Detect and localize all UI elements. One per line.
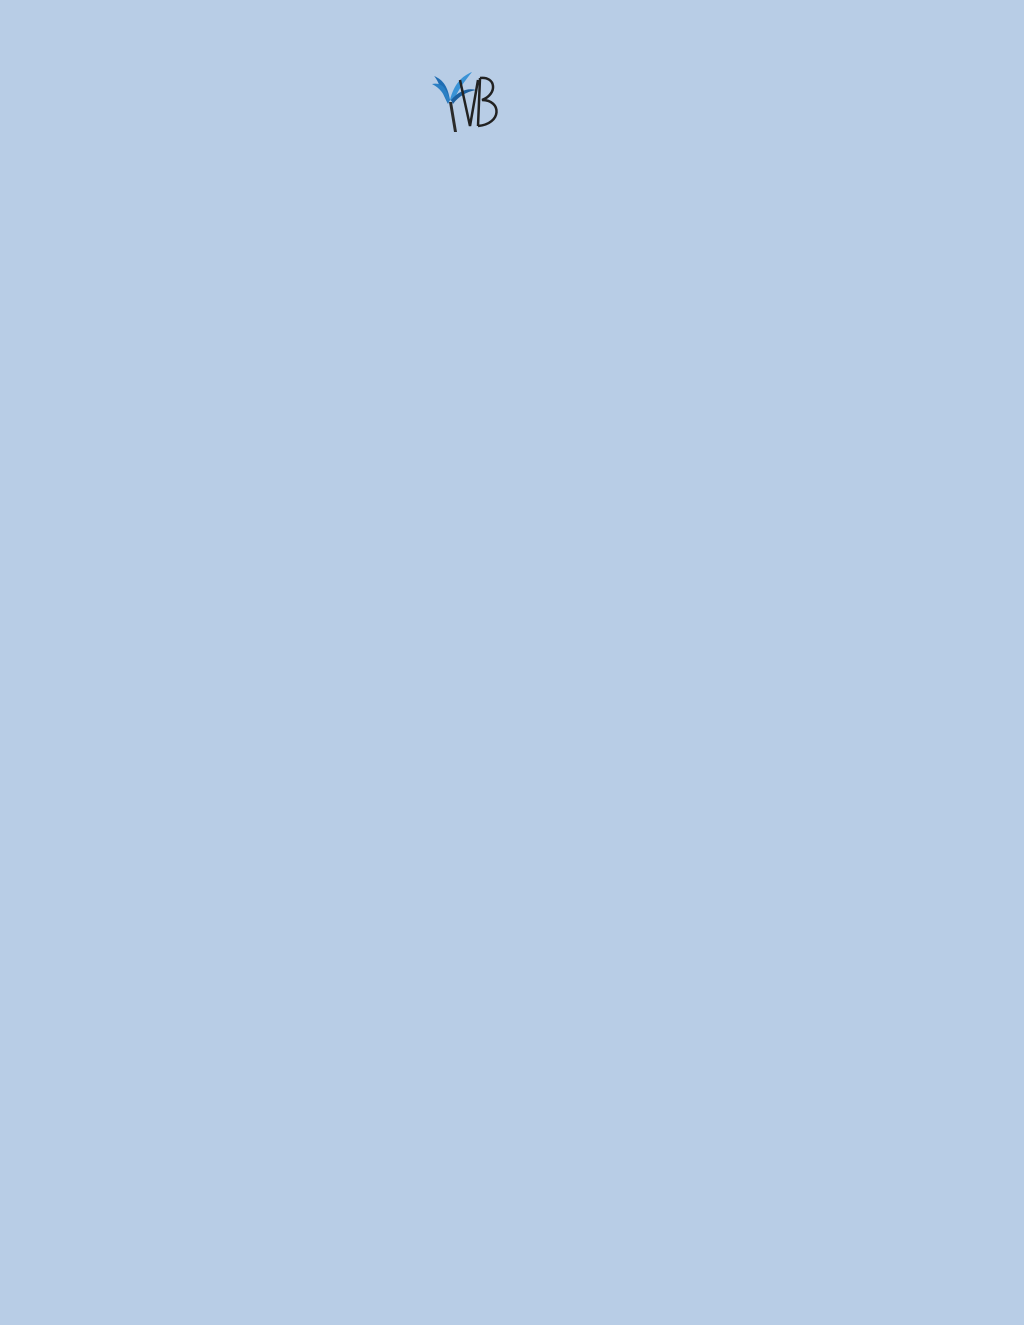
company-logo (426, 70, 520, 140)
